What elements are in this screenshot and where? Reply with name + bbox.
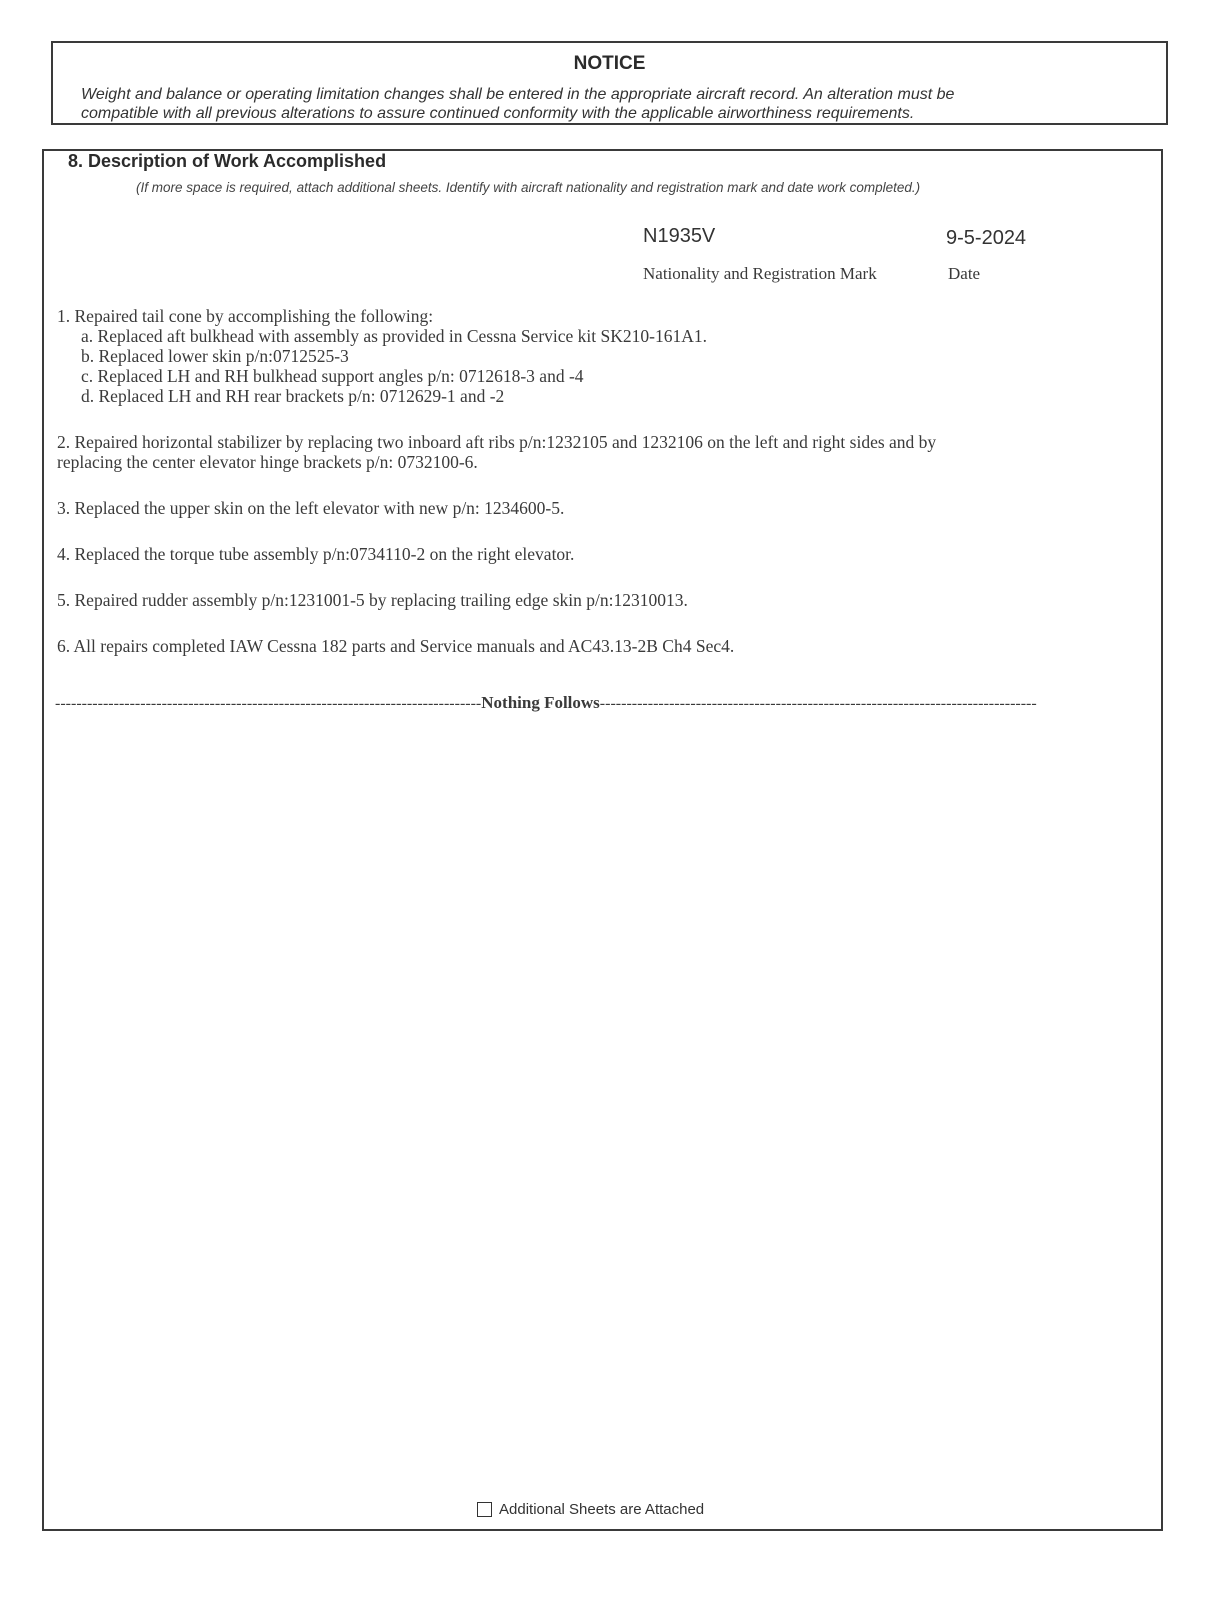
additional-sheets-checkbox[interactable] <box>477 1502 492 1517</box>
work-item-2-line-1: 2. Repaired horizontal stabilizer by replacing two inboard aft ribs p/n:1232105 and 1232106 on the left and right sides and by <box>57 432 937 452</box>
notice-text <box>81 85 1106 123</box>
work-item-4: 4. Replaced the torque tube assembly p/n:0734110-2 on the right elevator. <box>57 544 575 564</box>
date-label: Date <box>948 264 981 283</box>
additional-sheets-row <box>477 1501 704 1518</box>
section-subtitle: (If more space is required, attach additional sheets. Identify with aircraft nationality and registration mark and date work completed.) <box>136 180 921 195</box>
registration-mark-value: N1935V <box>643 225 716 247</box>
work-description <box>57 306 1167 656</box>
date-value: 9-5-2024 <box>946 227 1027 249</box>
notice-text-line: compatible with all previous alterations to assure continued conformity with the applicable airworthiness requirements. <box>81 105 915 122</box>
notice-title: NOTICE <box>573 53 646 74</box>
nothing-follows-line <box>55 693 1155 713</box>
dash-rule-left: -------------------------------------------------------------------------------- <box>55 695 482 712</box>
work-item-5: 5. Repaired rudder assembly p/n:1231001-5 by replacing trailing edge skin p/n:12310013. <box>57 590 688 610</box>
work-item-1a: a. Replaced aft bulkhead with assembly as provided in Cessna Service kit SK210-161A1. <box>81 326 707 346</box>
work-item-6: 6. All repairs completed IAW Cessna 182 parts and Service manuals and AC43.13-2B Ch4 Sec4. <box>57 636 735 656</box>
work-item-1d: d. Replaced LH and RH rear brackets p/n: 0712629-1 and -2 <box>81 386 505 406</box>
nothing-follows-text: Nothing Follows <box>481 693 600 712</box>
notice-box <box>51 41 1168 125</box>
registration-mark-label: Nationality and Registration Mark <box>643 264 877 283</box>
section-title: 8. Description of Work Accomplished <box>68 151 387 171</box>
notice-text-line: Weight and balance or operating limitation changes shall be entered in the appropriate aircraft record. An alteration must be <box>81 86 955 103</box>
work-item-1b: b. Replaced lower skin p/n:0712525-3 <box>81 346 349 366</box>
work-item-2-line-2: replacing the center elevator hinge brackets p/n: 0732100-6. <box>57 452 478 472</box>
dash-rule-right: ---------------------------------------------------------------------------------- <box>599 695 1037 712</box>
work-item-1c: c. Replaced LH and RH bulkhead support angles p/n: 0712618-3 and -4 <box>81 366 584 386</box>
work-item-3: 3. Replaced the upper skin on the left elevator with new p/n: 1234600-5. <box>57 498 565 518</box>
additional-sheets-label: Additional Sheets are Attached <box>499 1501 705 1518</box>
work-item-1: 1. Repaired tail cone by accomplishing the following: <box>57 306 434 326</box>
